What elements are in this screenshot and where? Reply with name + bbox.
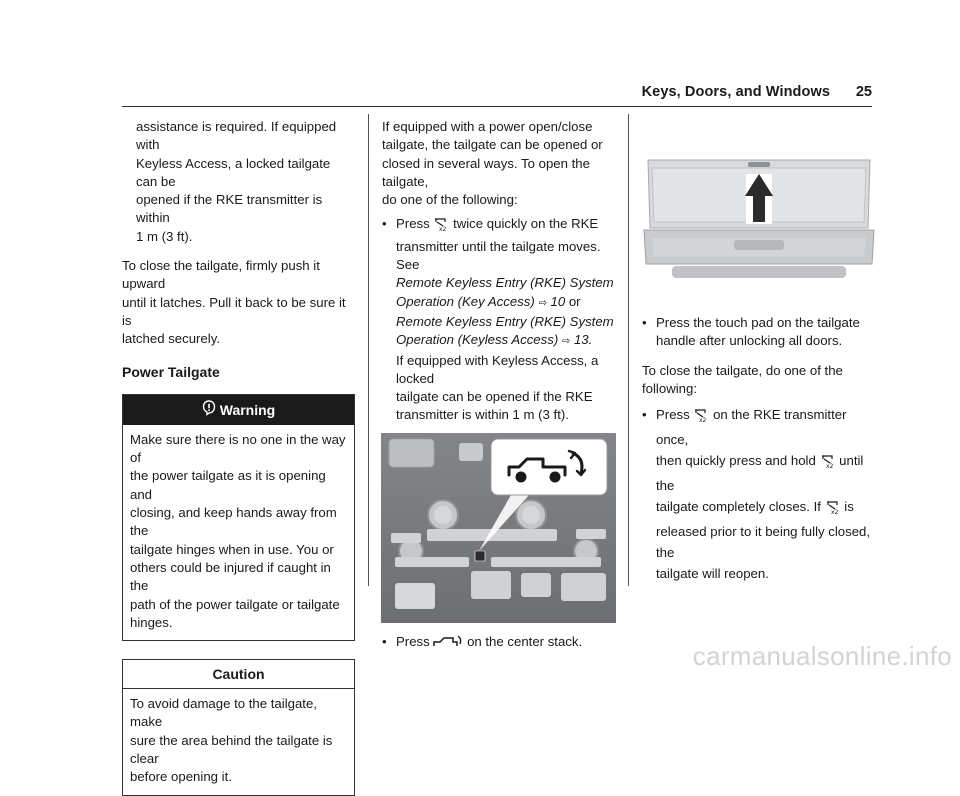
rke-tailgate-icon — [825, 499, 841, 521]
column-1 — [122, 118, 355, 796]
page-header — [0, 84, 960, 104]
paragraph-intro: If equipped with a power open/close tailgate, the tailgate can be opened or closed in several ways. To open the tailgate, do one of the following: — [382, 119, 603, 208]
section-heading: Power Tailgate — [122, 363, 220, 380]
bullet: • — [642, 407, 647, 423]
center-stack-illustration — [381, 433, 616, 623]
paragraph-close-tailgate: To close the tailgate, firmly push it upward until it latches. Pull it back to be sure it is latched securely. — [122, 258, 346, 347]
caution-body: To avoid damage to the tailgate, make sure the area behind the tailgate is clear before opening it. — [130, 696, 333, 785]
list-item-rke-close: • Press x2 on the RKE transmitter once, then quickly press and hold x2 until the tailgate completely closes. If x2 is released prior to it being fully closed, the tailgate will reopen. — [642, 404, 880, 584]
tailgate-illustration — [642, 138, 876, 298]
svg-text:x2: x2 — [830, 509, 838, 516]
page-number: 25 — [855, 84, 872, 100]
tailgate-button-icon — [433, 634, 463, 655]
ref-arrow-icon: ⇨ — [538, 297, 547, 309]
column-3 — [642, 118, 880, 584]
column-2 — [382, 118, 622, 655]
caution-title: Caution — [123, 660, 354, 689]
cross-reference[interactable]: Remote Keyless Entry (RKE) System — [396, 275, 614, 291]
watermark: carmanualsonline.info — [692, 641, 952, 671]
svg-text:x2: x2 — [439, 226, 447, 233]
bullet: • — [382, 633, 387, 649]
cross-reference[interactable]: Remote Keyless Entry (RKE) System — [396, 313, 614, 329]
svg-text:x2: x2 — [699, 417, 707, 424]
rke-tailgate-icon — [820, 453, 836, 475]
list-item-touch-pad: • Press the touch pad on the tailgate handle after unlocking all doors. — [642, 315, 860, 349]
column-divider-1 — [368, 114, 369, 586]
paragraph-close-options: To close the tailgate, do one of the following: — [642, 362, 843, 396]
list-item-rke-open: • Press x2 twice quickly on the RKE transmitter until the tailgate moves. See Remote Keyless Entry (RKE) System Operation (Key Access) ⇨ 10 or Remote Keyless Entry (RKE) System Operation (Keyless Access) ⇨ 13. If equipped with Keyless Access, a locked tailgate can be opened if the RKE transmitter is within 1 m (3 ft). — [382, 216, 614, 423]
rke-tailgate-icon — [433, 216, 449, 237]
ref-arrow-icon: ⇨ — [561, 336, 571, 348]
bullet: • — [382, 216, 387, 232]
list-item-center-stack: • Press on the center stack. — [382, 633, 622, 655]
warning-body: Make sure there is no one in the way of the power tailgate as it is opening and closing, and keep hands away from the tailgate hinges when in use. You or others could be injured if caught in the path of the power tailgate or tailgate hinges. — [130, 431, 346, 630]
warning-title: Warning — [219, 401, 276, 418]
warning-title-bar — [123, 395, 354, 425]
rke-tailgate-icon — [693, 407, 709, 429]
svg-text:x2: x2 — [825, 463, 833, 470]
warning-icon — [202, 396, 216, 426]
column-divider-2 — [628, 114, 629, 586]
bullet: • — [642, 315, 647, 330]
paragraph-continued: assistance is required. If equipped with Keyless Access, a locked tailgate can be opened if the RKE transmitter is within 1 m (3 ft). — [136, 119, 337, 244]
caution-box — [122, 659, 355, 795]
header-rule — [122, 106, 872, 107]
section-title: Keys, Doors, and Windows — [641, 84, 830, 100]
warning-box — [122, 394, 355, 641]
